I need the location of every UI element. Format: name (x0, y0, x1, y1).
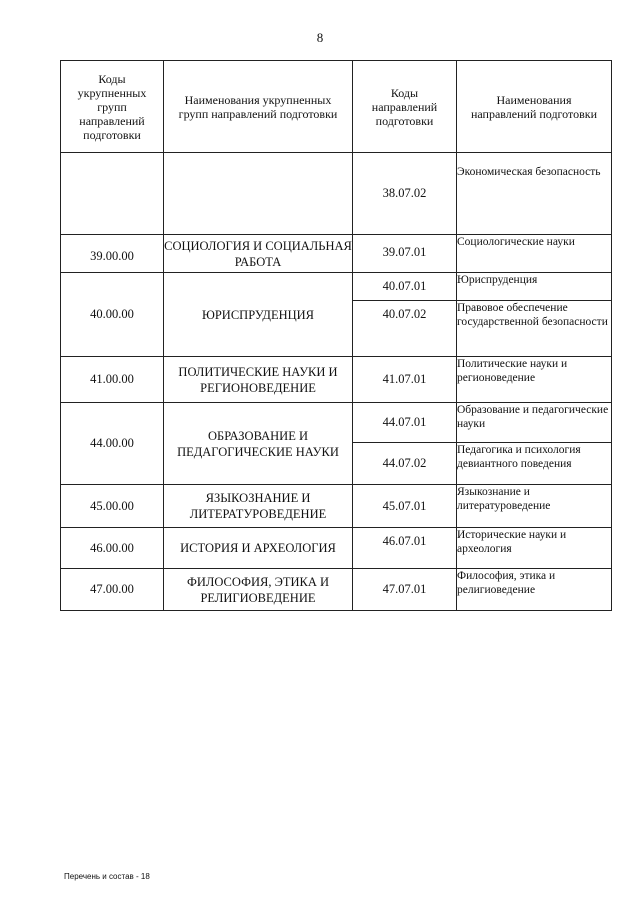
direction-name: Социологические науки (457, 235, 612, 273)
header-group-name: Наименования укрупненных групп направлений подготовки (164, 61, 353, 153)
direction-code: 44.07.01 (353, 403, 457, 443)
direction-name: Педагогика и психология девиантного поведения (457, 443, 612, 485)
direction-code: 46.07.01 (353, 528, 457, 569)
directions-table (60, 60, 612, 611)
group-code: 47.00.00 (61, 569, 164, 611)
direction-name: Политические науки и регионоведение (457, 357, 612, 403)
group-name: ПОЛИТИЧЕСКИЕ НАУКИ И РЕГИОНОВЕДЕНИЕ (164, 357, 353, 403)
direction-name: Экономическая безопасность (457, 153, 612, 235)
group-code: 45.00.00 (61, 485, 164, 528)
header-direction-code: Коды направлений подготовки (353, 61, 457, 153)
group-code: 41.00.00 (61, 357, 164, 403)
direction-code: 38.07.02 (353, 153, 457, 235)
direction-code: 47.07.01 (353, 569, 457, 611)
group-name: ЮРИСПРУДЕНЦИЯ (164, 273, 353, 357)
direction-name: Юриспруденция (457, 273, 612, 301)
page-number: 8 (316, 30, 324, 45)
group-name (164, 153, 353, 235)
direction-name: Правовое обеспечение государственной безопасности (457, 301, 612, 357)
table-row (61, 153, 612, 235)
table-row (61, 235, 612, 273)
direction-code: 41.07.01 (353, 357, 457, 403)
direction-name: Языкознание и литературоведение (457, 485, 612, 528)
group-code: 46.00.00 (61, 528, 164, 569)
table-row (61, 485, 612, 528)
header-direction-name: Наименования направлений подготовки (457, 61, 612, 153)
group-code: 44.00.00 (61, 403, 164, 485)
direction-name: Исторические науки и археология (457, 528, 612, 569)
footer-note: Перечень и состав - 18 (64, 872, 150, 881)
header-group-code: Коды укрупненных групп направлений подготовки (61, 61, 164, 153)
direction-code: 40.07.02 (353, 301, 457, 357)
group-code (61, 153, 164, 235)
direction-name: Образование и педагогические науки (457, 403, 612, 443)
group-name: ОБРАЗОВАНИЕ И ПЕДАГОГИЧЕСКИЕ НАУКИ (164, 403, 353, 485)
table-row (61, 357, 612, 403)
group-code: 40.00.00 (61, 273, 164, 357)
direction-code: 39.07.01 (353, 235, 457, 273)
direction-code: 40.07.01 (353, 273, 457, 301)
direction-code: 45.07.01 (353, 485, 457, 528)
group-name: ИСТОРИЯ И АРХЕОЛОГИЯ (164, 528, 353, 569)
group-code: 39.00.00 (61, 235, 164, 273)
table-row (61, 528, 612, 569)
table-row (61, 403, 612, 443)
direction-code: 44.07.02 (353, 443, 457, 485)
group-name: СОЦИОЛОГИЯ И СОЦИАЛЬНАЯ РАБОТА (164, 235, 353, 273)
table-row (61, 569, 612, 611)
group-name: ЯЗЫКОЗНАНИЕ И ЛИТЕРАТУРОВЕДЕНИЕ (164, 485, 353, 528)
direction-name: Философия, этика и религиоведение (457, 569, 612, 611)
group-name: ФИЛОСОФИЯ, ЭТИКА И РЕЛИГИОВЕДЕНИЕ (164, 569, 353, 611)
table-row (61, 273, 612, 301)
